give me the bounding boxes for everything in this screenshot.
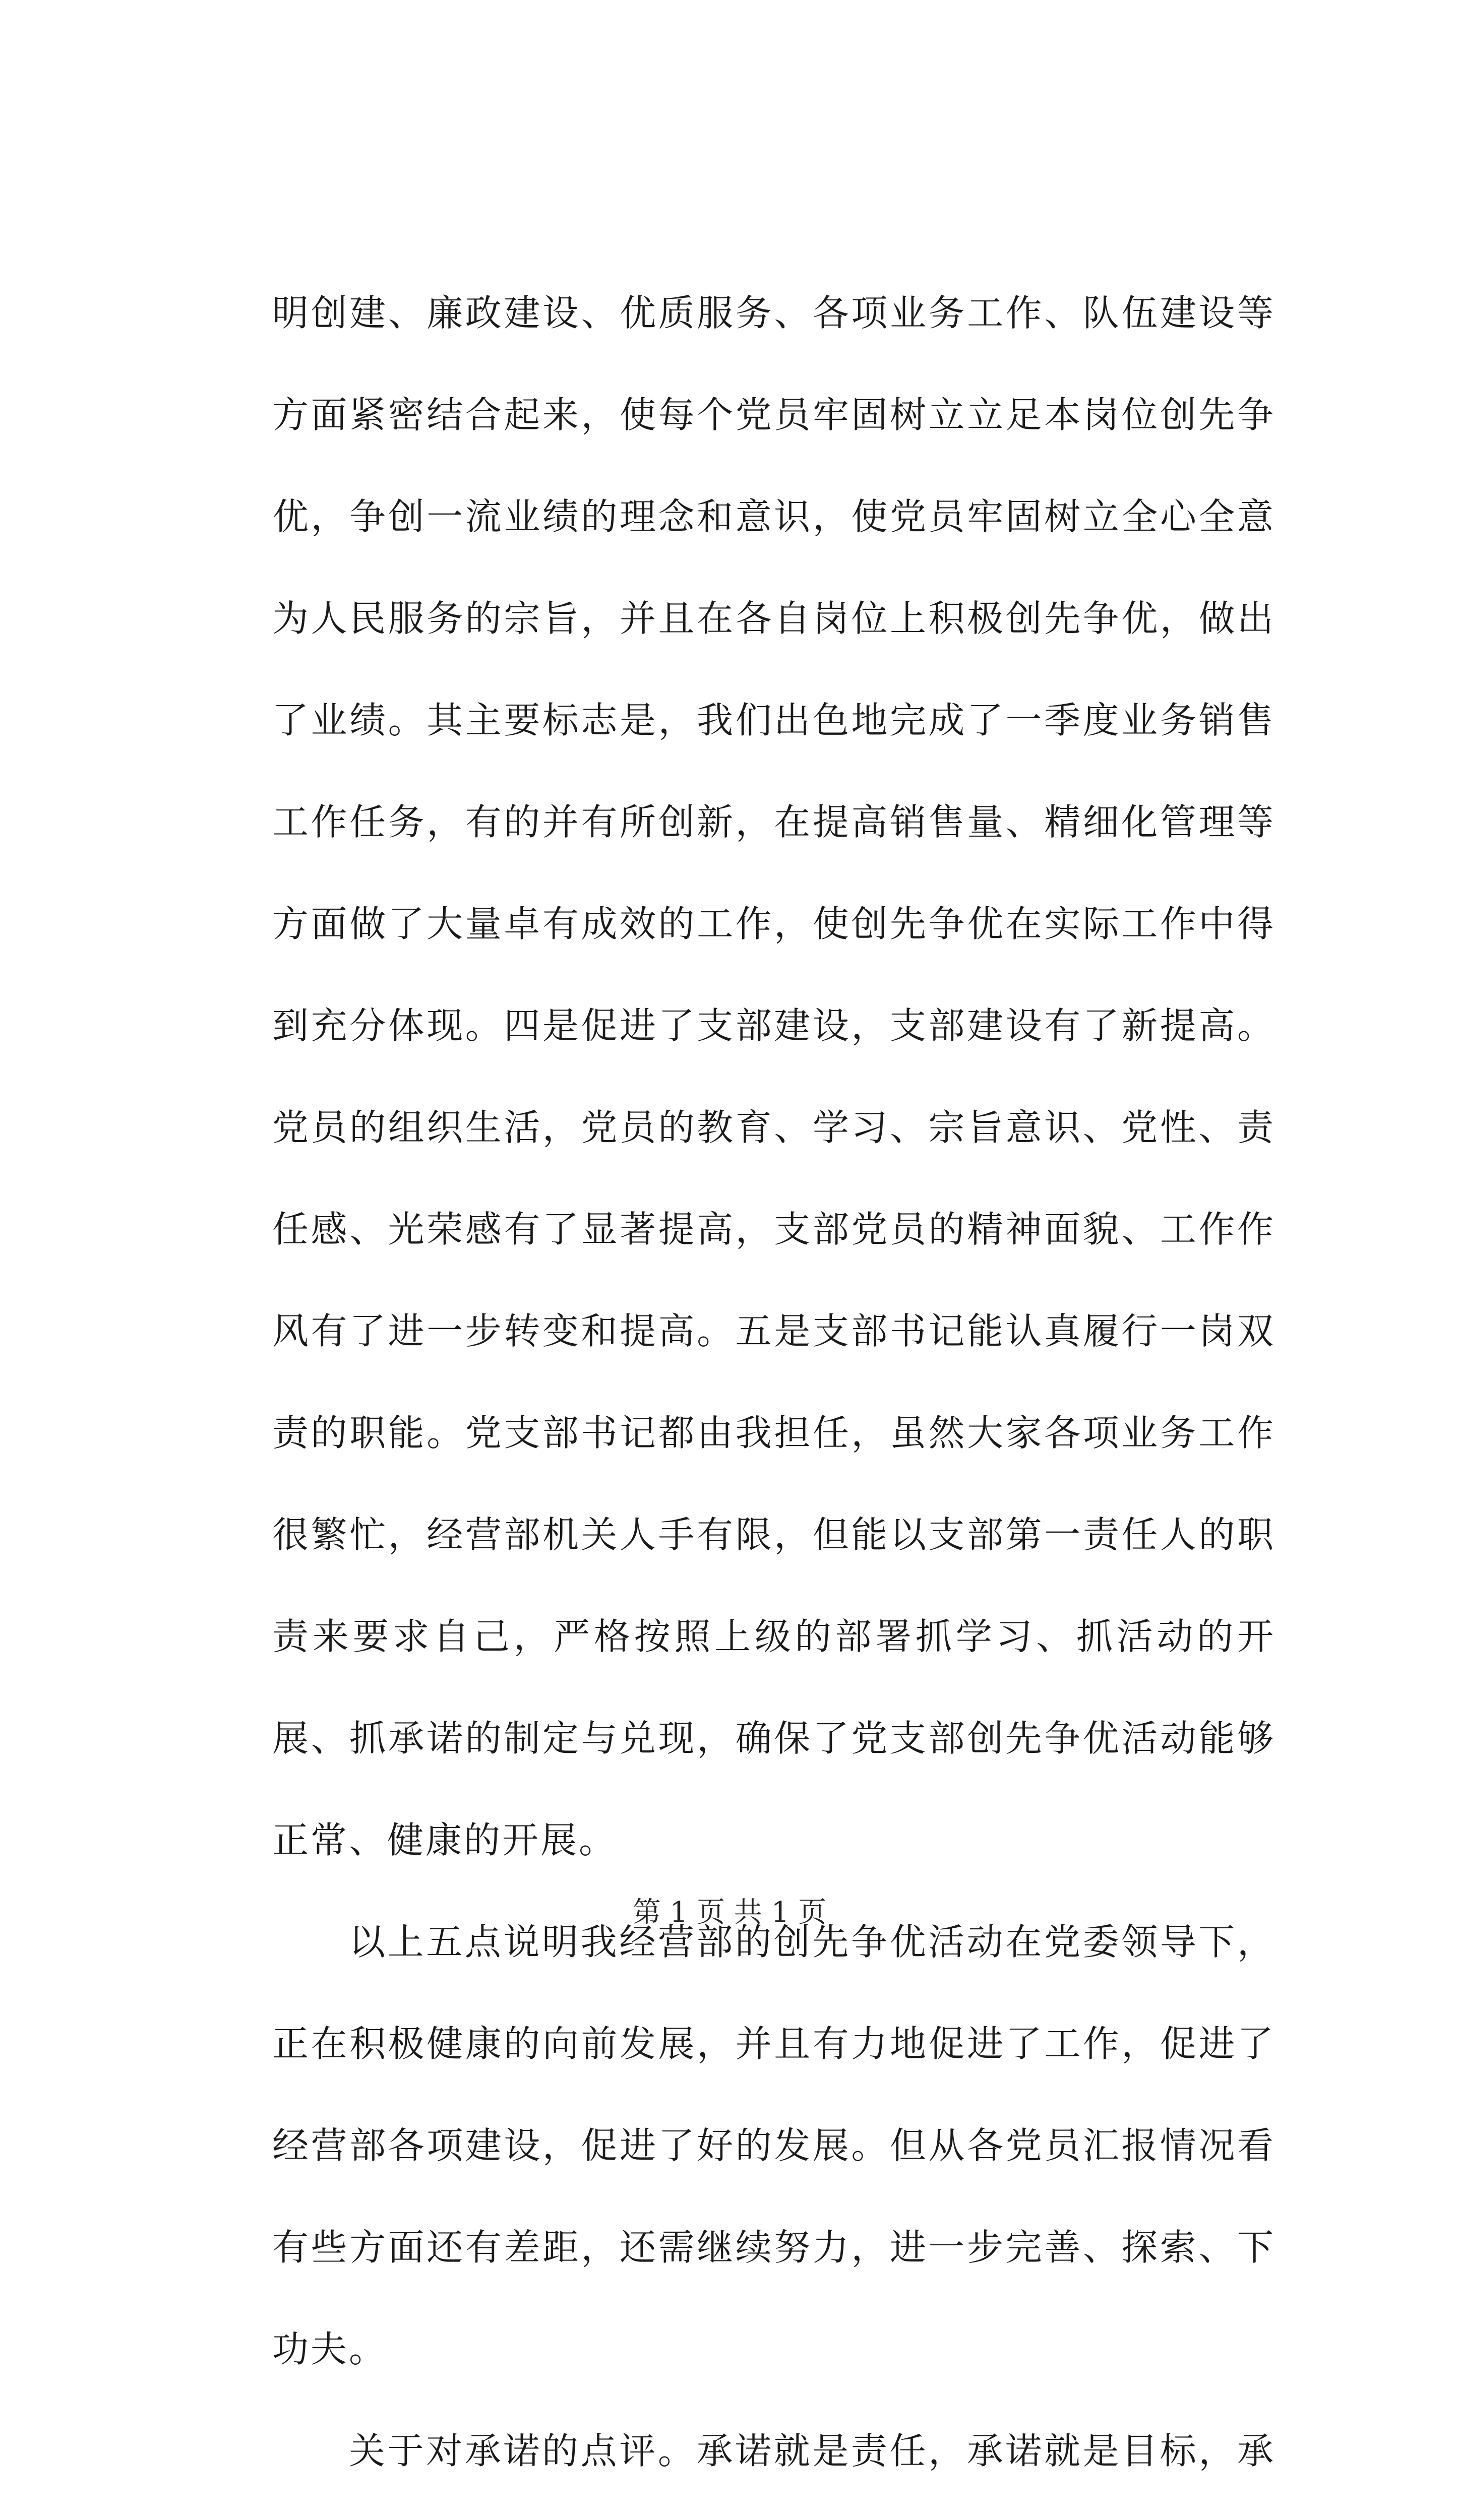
document-body — [272, 262, 1275, 2520]
paragraph-commitment-review: 关于对承诺的点评。承诺就是责任，承诺就是目标，承 — [349, 2430, 1275, 2472]
paragraph-summary: 以上五点说明我经营部的创先争优活动在党委领导下，正在积极健康的向前发展，并且有力地促进了工作，促进了经营部各项建设，促进了好的发展。但从各党员汇报情况看有些方面还有差距，还需继续努力，进一步完善、探索、下功夫。 — [272, 1921, 1275, 2370]
page-footer: 第 1 页 共 1 页 — [632, 1896, 827, 1929]
paragraph-continued: 明创建、廉政建设、优质服务、各项业务工作、队伍建设等方面紧密结合起来，使每个党员牢固树立立足本岗位创先争优，争创一流业绩的理念和意识，使党员牢固树立全心全意为人民服务的宗旨，并且在各自岗位上积极创先争优，做出了业绩。其主要标志是，我们出色地完成了一季度业务销售工作任务，有的并有所创新，在提高销售量、精细化管理等方面做了大量卓有成效的工作，使创先争优在实际工作中得到充分体现。四是促进了支部建设，支部建设有了新提高。党员的组织生活，党员的教育、学习、宗旨意识、党性、责任感、光荣感有了显著提高，支部党员的精神面貌、工作作风有了进一步转变和提高。五是支部书记能认真履行一岗双责的职能。党支部书记都由我担任，虽然大家各项业务工作很繁忙，经营部机关人手有限，但能以支部第一责任人的职责来要求自己，严格按照上级的部署抓学习、抓活动的开展、抓承诺的制定与兑现，确保了党支部创先争优活动能够正常、健康的开展。 — [272, 292, 1275, 1861]
